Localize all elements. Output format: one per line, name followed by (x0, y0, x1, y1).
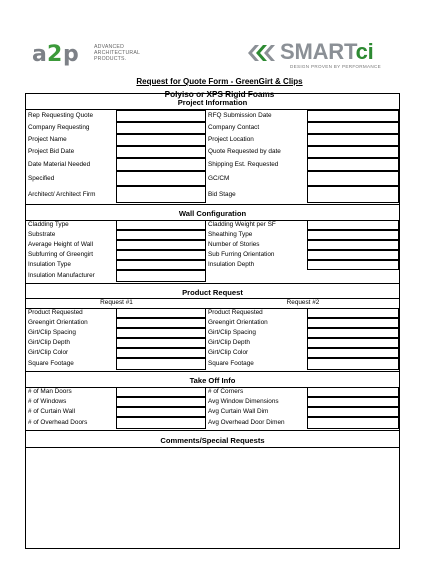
form-title: Request for Quote Form - GreenGirt & Clips (136, 77, 303, 86)
field-input-greengirt-orientation[interactable] (307, 318, 399, 328)
field-input-girt-clip-color[interactable] (307, 348, 399, 358)
field-input-of-corners[interactable] (307, 387, 399, 397)
field-label-of-corners: # of Corners (208, 388, 244, 395)
field-label-of-overhead-doors: # of Overhead Doors (28, 419, 88, 426)
field-input-of-man-doors[interactable] (116, 387, 206, 397)
field-label-subfurring-of-greengirt: Subfurring of Greengirt (28, 251, 94, 258)
field-input-shipping-est-requested[interactable] (307, 158, 399, 171)
field-input-girt-clip-depth[interactable] (116, 338, 206, 348)
field-label-girt-clip-spacing: Girt/Clip Spacing (208, 329, 256, 336)
field-input-sheathing-type[interactable] (307, 230, 399, 240)
smartci-wordmark: SMARTci (280, 39, 374, 64)
a2p-brand-text: ADVANCED ARCHITECTURAL PRODUCTS. (94, 44, 141, 62)
field-input-specified[interactable] (116, 171, 206, 186)
field-label-shipping-est-requested: Shipping Est. Requested (208, 160, 279, 168)
field-label-bid-stage: Bid Stage (208, 190, 236, 198)
field-input-rfq-submission-date[interactable] (307, 110, 399, 122)
svg-text:2: 2 (47, 42, 63, 66)
field-input-insulation-type[interactable] (116, 260, 206, 270)
field-label-project-bid-date: Project Bid Date (28, 148, 75, 155)
field-label-project-location: Project Location (208, 136, 254, 143)
field-input-avg-overhead-door-dimen[interactable] (307, 417, 399, 429)
field-input-project-location[interactable] (307, 134, 399, 146)
field-input-substrate[interactable] (116, 230, 206, 240)
field-input-insulation-manufacturer[interactable] (116, 270, 206, 282)
field-label-of-windows: # of Windows (28, 398, 67, 405)
wall-configuration-heading: Wall Configuration (178, 209, 247, 218)
divider (26, 283, 399, 284)
field-label-avg-overhead-door-dimen: Avg Overhead Door Dimen (208, 419, 285, 426)
request-1-label: Request #1 (100, 299, 133, 306)
form-subtitle: Polyiso or XPS Rigid Foams (164, 90, 275, 99)
field-label-project-name: Project Name (28, 136, 67, 143)
field-label-greengirt-orientation: Greengirt Orientation (28, 319, 88, 326)
field-label-sheathing-type: Sheathing Type (208, 231, 253, 238)
field-input-product-requested[interactable] (116, 308, 206, 318)
field-input-quote-requested-by-date[interactable] (307, 146, 399, 158)
field-label-square-footage: Square Footage (28, 360, 74, 367)
field-label-girt-clip-color: Girt/Clip Color (208, 349, 249, 356)
field-label-insulation-depth: Insulation Depth (208, 261, 255, 268)
field-label-insulation-manufacturer: Insulation Manufacturer (28, 272, 95, 279)
field-label-square-footage: Square Footage (208, 360, 254, 367)
field-input-project-bid-date[interactable] (116, 146, 206, 158)
field-input-avg-window-dimensions[interactable] (307, 397, 399, 407)
field-input-girt-clip-spacing[interactable] (116, 328, 206, 338)
field-input-company-contact[interactable] (307, 122, 399, 134)
divider (26, 447, 399, 448)
quote-form (25, 93, 400, 549)
field-input-girt-clip-depth[interactable] (307, 338, 399, 348)
field-input-greengirt-orientation[interactable] (116, 318, 206, 328)
field-label-specified: Specified (28, 174, 55, 182)
field-input-square-footage[interactable] (307, 358, 399, 370)
field-label-quote-requested-by-date: Quote Requested by date (208, 148, 281, 155)
comments-heading: Comments/Special Requests (160, 436, 265, 445)
field-input-cladding-type[interactable] (116, 220, 206, 230)
field-input-architect-architect-firm[interactable] (116, 186, 206, 203)
field-input-girt-clip-color[interactable] (116, 348, 206, 358)
field-label-cladding-weight-per-sf: Cladding Weight per SF (208, 221, 276, 228)
smartci-chevron-icon (246, 42, 280, 64)
field-label-gc-cm: GC/CM (208, 174, 230, 182)
project-information-heading: Project Information (177, 98, 248, 107)
divider (26, 204, 399, 205)
field-label-girt-clip-depth: Girt/Clip Depth (208, 339, 250, 346)
field-label-girt-clip-depth: Girt/Clip Depth (28, 339, 70, 346)
field-label-company-contact: Company Contact (208, 124, 260, 131)
svg-text:p: p (63, 42, 79, 66)
field-label-greengirt-orientation: Greengirt Orientation (208, 319, 268, 326)
field-label-avg-window-dimensions: Avg Window Dimensions (208, 398, 279, 405)
field-label-avg-curtain-wall-dim: Avg Curtain Wall Dim (208, 408, 269, 415)
field-label-rfq-submission-date: RFQ Submission Date (208, 112, 272, 119)
product-request-heading: Product Request (182, 288, 243, 297)
a2p-logo-mark (32, 42, 90, 66)
field-label-sub-furring-orientation: Sub Furring Orientation (208, 251, 275, 258)
field-label-girt-clip-color: Girt/Clip Color (28, 349, 69, 356)
field-label-substrate: Substrate (28, 231, 56, 238)
field-input-of-overhead-doors[interactable] (116, 417, 206, 429)
field-input-average-height-of-wall[interactable] (116, 240, 206, 250)
smartci-tagline: DESIGN PROVEN BY PERFORMANCE (290, 64, 382, 69)
field-label-product-requested: Product Requested (208, 309, 263, 316)
field-input-subfurring-of-greengirt[interactable] (116, 250, 206, 260)
field-input-product-requested[interactable] (307, 308, 399, 318)
take-off-info-heading: Take Off Info (189, 376, 236, 385)
field-input-girt-clip-spacing[interactable] (307, 328, 399, 338)
field-input-bid-stage[interactable] (307, 186, 399, 203)
field-input-sub-furring-orientation[interactable] (307, 250, 399, 260)
field-input-insulation-depth[interactable] (307, 260, 399, 270)
field-input-project-name[interactable] (116, 134, 206, 146)
field-label-number-of-stories: Number of Stories (208, 241, 260, 248)
comments-textarea[interactable] (28, 450, 397, 546)
field-input-rep-requesting-quote[interactable] (116, 110, 206, 122)
field-input-gc-cm[interactable] (307, 171, 399, 186)
field-label-product-requested: Product Requested (28, 309, 83, 316)
field-input-of-curtain-wall[interactable] (116, 407, 206, 417)
field-label-cladding-type: Cladding Type (28, 221, 69, 228)
field-label-insulation-type: Insulation Type (28, 261, 71, 268)
field-input-square-footage[interactable] (116, 358, 206, 370)
divider (26, 430, 399, 431)
smartci-logo (246, 40, 406, 70)
field-label-date-material-needed: Date Material Needed (28, 160, 91, 168)
field-label-girt-clip-spacing: Girt/Clip Spacing (28, 329, 76, 336)
a2p-logo (32, 42, 152, 66)
field-label-rep-requesting-quote: Rep Requesting Quote (28, 112, 94, 119)
field-label-company-requesting: Company Requesting (28, 124, 90, 131)
field-label-of-man-doors: # of Man Doors (28, 388, 72, 395)
field-input-avg-curtain-wall-dim[interactable] (307, 407, 399, 417)
field-label-architect-architect-firm: Architect/ Architect Firm (28, 190, 96, 198)
field-input-of-windows[interactable] (116, 397, 206, 407)
divider (26, 371, 399, 372)
svg-text:a: a (32, 42, 47, 66)
field-input-number-of-stories[interactable] (307, 240, 399, 250)
request-2-label: Request #2 (286, 299, 320, 306)
field-input-company-requesting[interactable] (116, 122, 206, 134)
field-label-of-curtain-wall: # of Curtain Wall (28, 408, 75, 415)
field-input-date-material-needed[interactable] (116, 158, 206, 171)
field-label-average-height-of-wall: Average Height of Wall (28, 241, 94, 248)
field-input-cladding-weight-per-sf[interactable] (307, 220, 399, 230)
